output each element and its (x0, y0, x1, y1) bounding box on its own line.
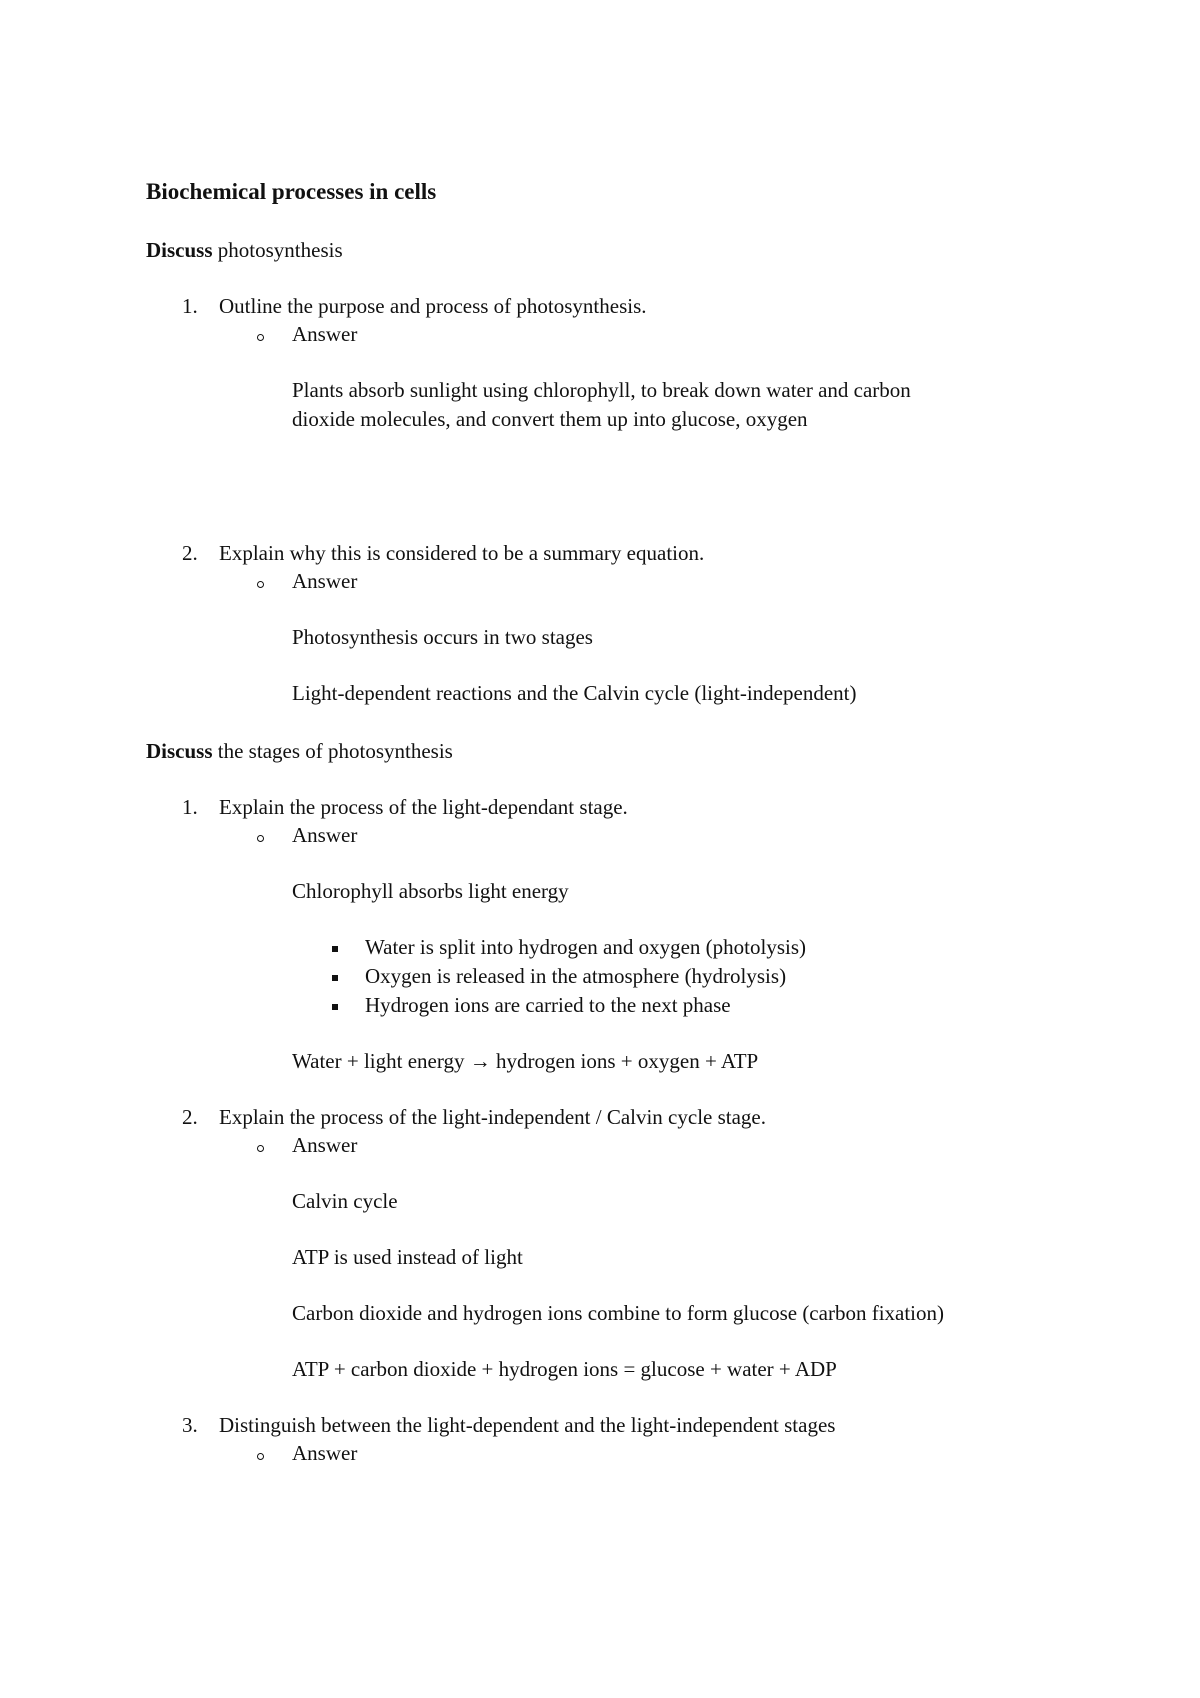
s2-q1-bullet: Water is split into hydrogen and oxygen (photolysis) (365, 935, 806, 959)
section2-heading-bold: Discuss (146, 739, 213, 763)
section2-heading-rest: the stages of photosynthesis (212, 739, 453, 763)
s2-q2-text: Explain the process of the light-independent / Calvin cycle stage. (219, 1105, 767, 1129)
section1-heading (146, 236, 343, 264)
square-bullet-icon (332, 975, 338, 981)
s1-q1-answer-label: Answer (292, 322, 358, 346)
s2-q3-number: 3. (182, 1413, 198, 1437)
s2-q1-answer-label: Answer (292, 823, 358, 847)
s2-q1-equation: Water + light energy → hydrogen ions + oxygen + ATP (292, 1049, 759, 1073)
s2-q2-line2: ATP is used instead of light (292, 1245, 523, 1269)
section1-heading-rest: photosynthesis (212, 238, 343, 262)
s2-q2-number: 2. (182, 1105, 198, 1129)
s2-q3-text: Distinguish between the light-dependent and the light-independent stages (219, 1413, 836, 1437)
circle-bullet-icon (257, 334, 264, 341)
s2-q3-answer-label: Answer (292, 1441, 358, 1465)
square-bullet-icon (332, 1004, 338, 1010)
s1-q2-answer-label: Answer (292, 569, 358, 593)
s2-q1-text: Explain the process of the light-dependant stage. (219, 795, 628, 819)
circle-bullet-icon (257, 1453, 264, 1460)
circle-bullet-icon (257, 835, 264, 842)
s1-q2-answer-line1: Photosynthesis occurs in two stages (292, 625, 593, 649)
s1-q1-number: 1. (182, 294, 198, 318)
s2-q2-equation: ATP + carbon dioxide + hydrogen ions = glucose + water + ADP (292, 1357, 837, 1381)
square-bullet-icon (332, 946, 338, 952)
s2-q1-answer-intro: Chlorophyll absorbs light energy (292, 879, 569, 903)
circle-bullet-icon (257, 1145, 264, 1152)
s1-q2-number: 2. (182, 541, 198, 565)
s2-q1-bullet: Oxygen is released in the atmosphere (hydrolysis) (365, 964, 787, 988)
s2-q1-number: 1. (182, 795, 198, 819)
s1-q2-answer-line2: Light-dependent reactions and the Calvin cycle (light-independent) (292, 681, 857, 705)
s2-q2-line3: Carbon dioxide and hydrogen ions combine to form glucose (carbon fixation) (292, 1301, 945, 1325)
s1-q1-answer-line2: dioxide molecules, and convert them up into glucose, oxygen (292, 407, 808, 431)
section2-heading (146, 737, 453, 765)
s2-q2-line1: Calvin cycle (292, 1189, 398, 1213)
s2-q1-bullet: Hydrogen ions are carried to the next phase (365, 993, 731, 1017)
section1-heading-bold: Discuss (146, 238, 213, 262)
circle-bullet-icon (257, 581, 264, 588)
s1-q1-answer-line1: Plants absorb sunlight using chlorophyll, to break down water and carbon (292, 378, 911, 402)
s2-q2-answer-label: Answer (292, 1133, 358, 1157)
document-title: Biochemical processes in cells (146, 179, 437, 204)
s1-q1-text: Outline the purpose and process of photosynthesis. (219, 294, 647, 318)
s1-q2-text: Explain why this is considered to be a summary equation. (219, 541, 705, 565)
